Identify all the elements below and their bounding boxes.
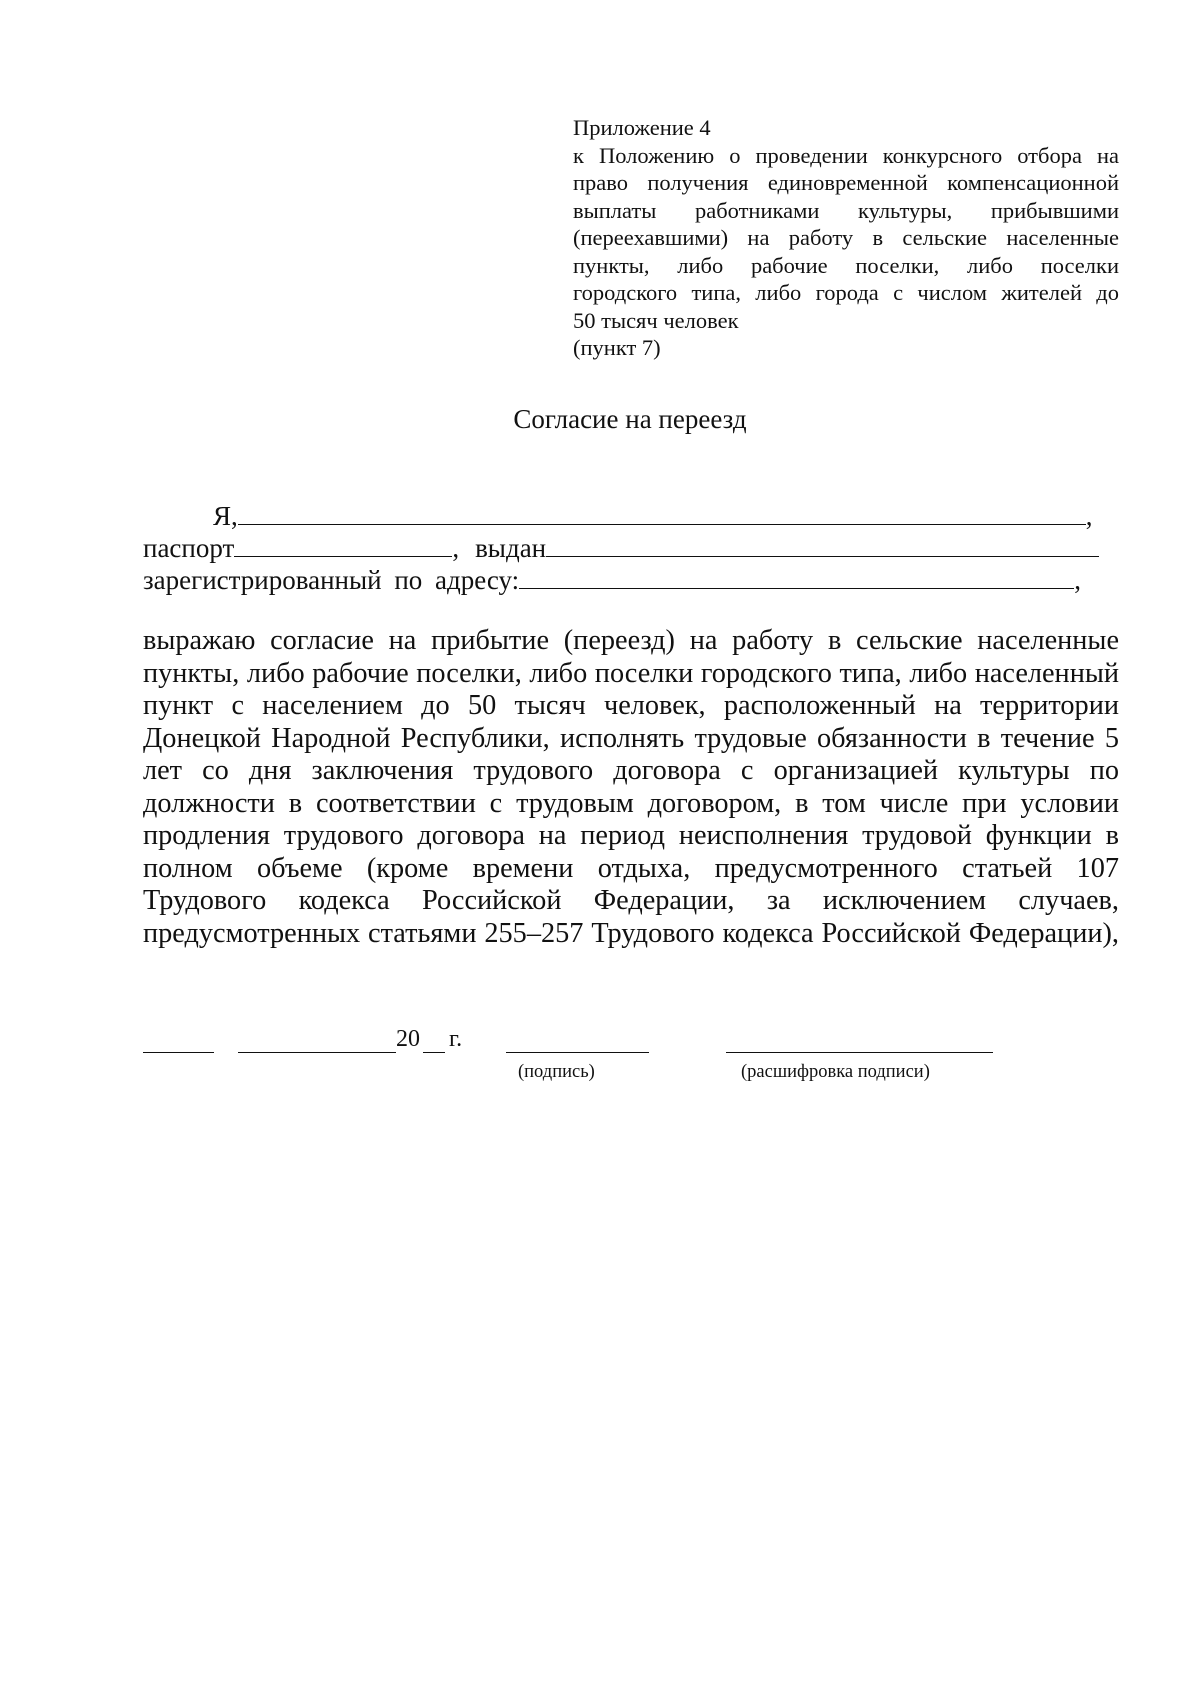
paragraph-line: пункты, либо рабочие поселки, либо поселки городского типа, либо населенный [143,657,1119,689]
i-label: Я, [213,501,238,531]
decoding-caption: (расшифровка подписи) [741,1062,930,1082]
appendix-line: (переехавшими) на работу в сельские населенные [573,225,1119,250]
passport-comma: , [452,533,460,563]
month-field[interactable] [238,1052,396,1053]
name-row [143,500,1119,532]
registered-label: зарегистрированный по адресу: [143,565,520,595]
paragraph-line: продления трудового договора на период неисполнения трудовой функции в [143,820,1119,851]
address-field[interactable] [519,564,1074,589]
signature-decoding-field[interactable] [726,1052,993,1053]
day-field[interactable] [143,1052,214,1053]
appendix-line: право получения единовременной компенсационной [573,170,1119,195]
issued-label: выдан [475,533,547,563]
paragraph-line: выражаю согласие на прибытие (переезд) на работу в сельские населенные [143,625,1119,656]
name-field[interactable] [238,500,1086,525]
passport-field[interactable] [234,532,452,557]
appendix-line: пункты, либо рабочие поселки, либо поселки [573,252,1119,278]
paragraph-line: полном объеме (кроме времени отдыха, предусмотренного статьей 107 [143,852,1119,884]
signature-field[interactable] [506,1052,649,1053]
paragraph-line: пункт с населением до 50 тысяч человек, расположенный на территории [143,690,1119,721]
paragraph-line: должности в соответствии с трудовым договором, в том числе при условии [143,787,1119,819]
paragraph-line: Трудового кодекса Российской Федерации, за исключением случаев, [143,885,1119,916]
year-prefix: 20 [396,1026,420,1052]
appendix-line: к Положению о проведении конкурсного отбора на [573,142,1119,168]
appendix-line: выплаты работниками культуры, прибывшими [573,197,1119,223]
year-field[interactable] [423,1052,445,1053]
appendix-line: 50 тысяч человек [573,307,739,333]
paragraph-line: лет со дня заключения трудового договора с организацией культуры по [143,755,1119,786]
passport-label: паспорт [143,533,235,563]
appendix-line: (пункт 7) [573,335,661,360]
name-comma: , [1085,501,1093,531]
address-comma: , [1074,565,1081,595]
paragraph-line: Донецкой Народной Республики, исполнять трудовые обязанности в течение 5 [143,722,1119,754]
signature-caption: (подпись) [518,1062,595,1082]
appendix-header [573,114,1119,362]
appendix-line: Приложение 4 [573,115,711,140]
passport-row [143,532,1119,564]
document-title: Согласие на переезд [513,404,747,434]
year-suffix: г. [449,1026,463,1052]
issued-field[interactable] [546,532,1099,557]
consent-paragraph [143,625,1119,950]
address-row [143,564,1119,596]
appendix-line: городского типа, либо города с числом жителей до [573,280,1119,305]
paragraph-line: предусмотренных статьями 255–257 Трудового кодекса Российской Федерации), [143,917,1119,949]
